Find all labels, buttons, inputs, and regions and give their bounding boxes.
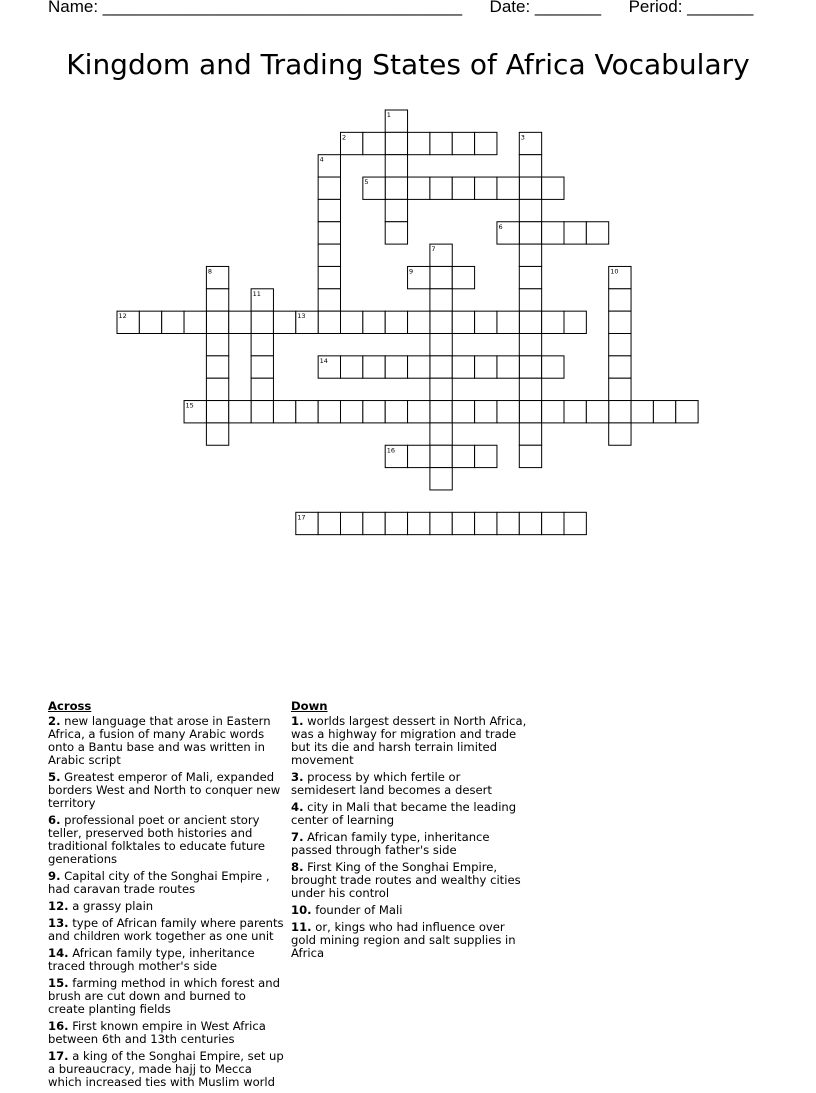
clue-number: 5	[364, 178, 369, 187]
grid-cell[interactable]	[430, 401, 452, 423]
grid-cell[interactable]	[385, 222, 407, 244]
grid-cell[interactable]	[519, 401, 541, 423]
grid-cell[interactable]	[564, 512, 586, 534]
grid-cell[interactable]	[408, 356, 430, 378]
grid-cell[interactable]	[542, 512, 564, 534]
clue-num: 4.	[291, 800, 304, 814]
grid-cell[interactable]	[497, 401, 519, 423]
grid-cell[interactable]	[452, 512, 474, 534]
grid-cell[interactable]	[408, 132, 430, 154]
clue-text: type of African family where parents and children work together as one unit	[48, 916, 284, 943]
grid-cell[interactable]	[676, 401, 698, 423]
grid-cell[interactable]	[519, 311, 541, 333]
grid-cell[interactable]	[430, 445, 452, 467]
grid-cell[interactable]	[586, 222, 608, 244]
clue-number: 12	[118, 312, 127, 321]
grid-cell[interactable]	[519, 334, 541, 356]
grid-cell[interactable]	[430, 266, 452, 288]
clue-num: 2.	[48, 714, 61, 728]
grid-cell[interactable]	[586, 401, 608, 423]
grid-cell[interactable]	[162, 311, 184, 333]
clue-number: 17	[297, 513, 306, 522]
clue-number: 3	[520, 133, 525, 142]
clue-number: 15	[185, 401, 194, 410]
grid-cell[interactable]	[475, 177, 497, 199]
grid-cell[interactable]	[519, 266, 541, 288]
grid-cell[interactable]	[385, 177, 407, 199]
grid-cell[interactable]	[363, 512, 385, 534]
down-clue	[291, 861, 527, 900]
grid-cell[interactable]	[206, 423, 228, 445]
clue-number: 13	[297, 312, 306, 321]
grid-cell[interactable]	[542, 177, 564, 199]
grid-cell[interactable]	[430, 356, 452, 378]
down-heading: Down	[291, 699, 328, 713]
grid-cell[interactable]	[206, 356, 228, 378]
clue-num: 7.	[291, 830, 304, 844]
grid-cell[interactable]	[408, 445, 430, 467]
grid-cell[interactable]	[542, 311, 564, 333]
grid-cell[interactable]	[452, 266, 474, 288]
grid-cell[interactable]	[475, 445, 497, 467]
clue-number: 7	[431, 245, 436, 254]
clue-number: 14	[319, 356, 328, 365]
clue-text: African family type, inheritance traced through mother's side	[48, 946, 255, 973]
grid-cell[interactable]	[609, 378, 631, 400]
grid-cell[interactable]	[475, 311, 497, 333]
grid-cell[interactable]	[609, 423, 631, 445]
clue-number: 2	[342, 133, 347, 142]
clue-text: city in Mali that became the leading center of learning	[291, 800, 517, 827]
grid-cell[interactable]	[363, 356, 385, 378]
grid-cell[interactable]	[475, 401, 497, 423]
clue-text: First King of the Songhai Empire, brought trade routes and wealthy cities under his control	[291, 860, 521, 900]
grid-cell[interactable]	[452, 445, 474, 467]
clue-num: 11.	[291, 920, 312, 934]
grid-cell[interactable]	[408, 401, 430, 423]
grid-cell[interactable]	[452, 356, 474, 378]
grid-cell[interactable]	[609, 311, 631, 333]
grid-cell[interactable]	[452, 401, 474, 423]
clue-num: 15.	[48, 976, 69, 990]
grid-cell[interactable]	[385, 311, 407, 333]
clue-text: farming method in which forest and brush are cut down and burned to create planting fields	[48, 976, 280, 1016]
grid-cell[interactable]	[497, 311, 519, 333]
clue-num: 17.	[48, 1049, 69, 1063]
clue-text: or, kings who had influence over gold mining region and salt supplies in Africa	[291, 920, 516, 960]
clue-num: 6.	[48, 813, 61, 827]
clues-column-2	[291, 700, 527, 964]
clue-text: First known empire in West Africa between 6th and 13th centuries	[48, 1019, 266, 1046]
grid-cell[interactable]	[341, 512, 363, 534]
across-clue	[48, 870, 284, 896]
down-clue	[291, 801, 527, 827]
grid-cell[interactable]	[519, 244, 541, 266]
clue-text: Capital city of the Songhai Empire , had caravan trade routes	[48, 869, 270, 896]
grid-cell[interactable]	[497, 512, 519, 534]
grid-cell[interactable]	[609, 334, 631, 356]
grid-cell[interactable]	[318, 311, 340, 333]
grid-cell[interactable]	[251, 311, 273, 333]
grid-cell[interactable]	[229, 401, 251, 423]
grid-cell[interactable]	[318, 199, 340, 221]
grid-cell[interactable]	[341, 401, 363, 423]
grid-cell[interactable]	[653, 401, 675, 423]
clue-text: a king of the Songhai Empire, set up a bureaucracy, made hajj to Mecca which increased ties with Muslim world	[48, 1049, 284, 1089]
grid-cell[interactable]	[519, 222, 541, 244]
grid-cell[interactable]	[430, 378, 452, 400]
grid-cell[interactable]	[273, 401, 295, 423]
clue-number: 16	[386, 446, 395, 455]
grid-cell[interactable]	[385, 512, 407, 534]
grid-cell[interactable]	[318, 266, 340, 288]
date-field-label[interactable]: Date: _______	[489, 0, 602, 16]
grid-cell[interactable]	[519, 512, 541, 534]
clue-num: 13.	[48, 916, 69, 930]
grid-cell[interactable]	[564, 311, 586, 333]
grid-cell[interactable]	[452, 311, 474, 333]
grid-cell[interactable]	[430, 423, 452, 445]
clue-text: professional poet or ancient story teller, preserved both histories and traditional folktales to educate future generations	[48, 813, 266, 866]
grid-cell[interactable]	[341, 311, 363, 333]
grid-cell[interactable]	[385, 401, 407, 423]
clue-text: process by which fertile or semidesert land becomes a desert	[291, 770, 492, 797]
grid-cell[interactable]	[363, 311, 385, 333]
across-clue	[48, 947, 284, 973]
grid-cell[interactable]	[251, 378, 273, 400]
grid-cell[interactable]	[408, 177, 430, 199]
across-clue	[48, 900, 284, 913]
grid-cell[interactable]	[385, 356, 407, 378]
grid-cell[interactable]	[251, 356, 273, 378]
grid-cell[interactable]	[519, 356, 541, 378]
grid-cell[interactable]	[184, 311, 206, 333]
clue-num: 8.	[291, 860, 304, 874]
grid-cell[interactable]	[519, 155, 541, 177]
grid-cell[interactable]	[452, 132, 474, 154]
grid-cell[interactable]	[251, 334, 273, 356]
down-clue	[291, 715, 527, 767]
grid-cell[interactable]	[341, 356, 363, 378]
name-field-label[interactable]: Name: ______________________________________	[48, 0, 463, 16]
grid-cell[interactable]	[363, 132, 385, 154]
clue-number: 11	[252, 289, 261, 298]
grid-cell[interactable]	[430, 177, 452, 199]
grid-cell[interactable]	[229, 311, 251, 333]
down-clue	[291, 904, 527, 917]
grid-cell[interactable]	[363, 401, 385, 423]
grid-cell[interactable]	[385, 199, 407, 221]
grid-cell[interactable]	[318, 222, 340, 244]
clue-text: worlds largest dessert in North Africa, was a highway for migration and trade but its die and harsh terrain limited movement	[291, 714, 527, 767]
grid-cell[interactable]	[139, 311, 161, 333]
clue-number: 8	[207, 267, 213, 276]
across-clue	[48, 814, 284, 866]
grid-cell[interactable]	[430, 289, 452, 311]
clue-text: founder of Mali	[311, 903, 403, 917]
across-clue	[48, 977, 284, 1016]
grid-cell[interactable]	[430, 334, 452, 356]
grid-cell[interactable]	[564, 401, 586, 423]
clue-number: 10	[610, 267, 619, 276]
grid-cell[interactable]	[251, 401, 273, 423]
grid-cell[interactable]	[519, 289, 541, 311]
grid-cell[interactable]	[318, 177, 340, 199]
grid-cell[interactable]	[609, 289, 631, 311]
grid-cell[interactable]	[452, 177, 474, 199]
clue-num: 9.	[48, 869, 61, 883]
page-title: Kingdom and Trading States of Africa Vocabulary	[66, 48, 750, 81]
period-field-label[interactable]: Period: _______	[628, 0, 754, 16]
grid-cell[interactable]	[609, 401, 631, 423]
grid-cell[interactable]	[564, 222, 586, 244]
clue-number: 9	[409, 267, 414, 276]
clue-text: African family type, inheritance passed through father's side	[291, 830, 490, 857]
grid-cell[interactable]	[318, 512, 340, 534]
grid-cell[interactable]	[206, 401, 228, 423]
clue-number: 4	[319, 155, 324, 164]
down-clue	[291, 921, 527, 960]
grid-cell[interactable]	[430, 468, 452, 490]
grid-cell[interactable]	[542, 401, 564, 423]
grid-cell[interactable]	[519, 199, 541, 221]
clue-num: 16.	[48, 1019, 69, 1033]
clue-number: 6	[498, 222, 503, 231]
grid-cell[interactable]	[296, 401, 318, 423]
grid-cell[interactable]	[497, 356, 519, 378]
clue-text: a grassy plain	[68, 899, 154, 913]
across-clue	[48, 917, 284, 943]
grid-cell[interactable]	[475, 512, 497, 534]
clue-num: 12.	[48, 899, 69, 913]
grid-cell[interactable]	[430, 132, 452, 154]
clues-column-1	[48, 700, 284, 1093]
clue-num: 1.	[291, 714, 304, 728]
grid-cell[interactable]	[206, 289, 228, 311]
grid-cell[interactable]	[408, 311, 430, 333]
grid-cell[interactable]	[430, 311, 452, 333]
grid-cell[interactable]	[542, 222, 564, 244]
clue-num: 14.	[48, 946, 69, 960]
clue-num: 3.	[291, 770, 304, 784]
grid-cell[interactable]	[408, 512, 430, 534]
grid-cell[interactable]	[206, 311, 228, 333]
clue-num: 5.	[48, 770, 61, 784]
grid-cell[interactable]	[318, 289, 340, 311]
down-clue	[291, 771, 527, 797]
grid-cell[interactable]	[318, 401, 340, 423]
grid-cell[interactable]	[206, 334, 228, 356]
clue-number: 1	[386, 111, 391, 119]
down-clue	[291, 831, 527, 857]
grid-cell[interactable]	[497, 177, 519, 199]
clue-text: Greatest emperor of Mali, expanded borders West and North to conquer new territory	[48, 770, 281, 810]
across-heading: Across	[48, 699, 92, 713]
grid-cell[interactable]	[542, 356, 564, 378]
grid-cell[interactable]	[206, 378, 228, 400]
grid-cell[interactable]	[385, 155, 407, 177]
grid-cell[interactable]	[519, 378, 541, 400]
grid-cell[interactable]	[318, 244, 340, 266]
grid-cell[interactable]	[519, 423, 541, 445]
grid-cell[interactable]	[475, 132, 497, 154]
grid-cell[interactable]	[631, 401, 653, 423]
grid-cell[interactable]	[609, 356, 631, 378]
across-clue	[48, 771, 284, 810]
clue-text: new language that arose in Eastern Africa, a fusion of many Arabic words onto a Bantu base and was written in Arabic script	[48, 714, 271, 767]
across-clue	[48, 715, 284, 767]
grid-cell[interactable]	[430, 512, 452, 534]
grid-cell[interactable]	[273, 311, 295, 333]
across-clue	[48, 1020, 284, 1046]
grid-cell[interactable]	[475, 356, 497, 378]
grid-cell[interactable]	[519, 445, 541, 467]
grid-cell[interactable]	[385, 132, 407, 154]
clue-num: 10.	[291, 903, 312, 917]
grid-cell[interactable]	[519, 177, 541, 199]
